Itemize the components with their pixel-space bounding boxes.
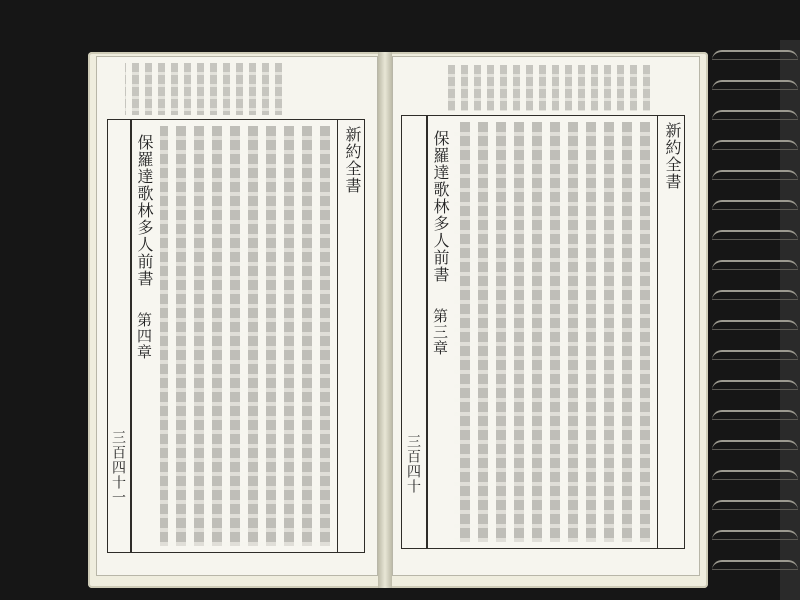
binding-ring: [712, 530, 798, 540]
binding-ring: [712, 50, 798, 60]
spiral-binding: [712, 40, 800, 600]
binding-ring: [712, 410, 798, 420]
binding-ring: [712, 110, 798, 120]
binding-ring: [712, 140, 798, 150]
binding-ring: [712, 80, 798, 90]
left-page-number: 三百四十一: [110, 430, 126, 505]
left-page-frame: [107, 119, 365, 553]
right-header-rule: [657, 116, 659, 548]
spine: [378, 52, 392, 588]
right-footer-rule: [426, 116, 428, 548]
right-headnotes: [443, 65, 653, 111]
left-headnotes: [125, 63, 285, 115]
binding-ring: [712, 470, 798, 480]
left-book-title: 新約全書: [343, 126, 362, 194]
right-body-text: [454, 122, 654, 542]
left-body-text: [160, 126, 334, 546]
binding-ring: [712, 290, 798, 300]
left-chapter-number: 第四章: [135, 312, 153, 360]
left-footer-rule: [130, 120, 132, 552]
binding-ring: [712, 230, 798, 240]
right-chapter-number: 第三章: [431, 308, 449, 356]
binding-ring: [712, 320, 798, 330]
binding-ring: [712, 350, 798, 360]
binding-ring: [712, 440, 798, 450]
right-page-frame: [401, 115, 685, 549]
binding-ring: [712, 260, 798, 270]
left-header-rule: [337, 120, 339, 552]
binding-ring: [712, 200, 798, 210]
right-page-number: 三百四十: [405, 434, 421, 494]
binding-ring: [712, 560, 798, 570]
right-page: [392, 56, 700, 576]
binding-ring: [712, 500, 798, 510]
binding-ring: [712, 170, 798, 180]
binding-ring: [712, 380, 798, 390]
left-page: [96, 56, 378, 576]
right-book-title: 新約全書: [663, 122, 682, 190]
right-chapter-title: 保羅達歌林多人前書: [431, 130, 450, 283]
left-chapter-title: 保羅達歌林多人前書: [135, 134, 154, 287]
